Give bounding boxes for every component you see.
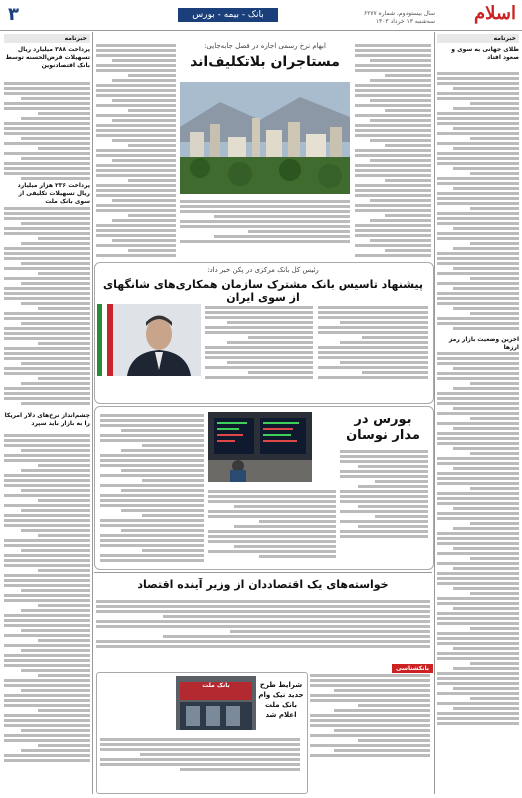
bottom-right-text bbox=[310, 672, 430, 759]
section-divider bbox=[94, 572, 432, 573]
stock-board-graphic bbox=[208, 412, 312, 482]
column-divider bbox=[92, 32, 93, 794]
city-photo-graphic bbox=[180, 82, 350, 194]
bank-sign-text: بانک ملت bbox=[202, 682, 230, 689]
stock-board-photo bbox=[208, 412, 312, 482]
left-text-block-2 bbox=[4, 205, 90, 407]
right-headline-2: آخرین وضعیت بازار رمز ارزها bbox=[448, 336, 519, 351]
bottom-story-text bbox=[96, 598, 430, 650]
bottom-story-headline: خواسته‌های یک اقتصاددان از وزیر آینده اقتصاد bbox=[137, 578, 389, 591]
official-portrait-photo bbox=[97, 304, 201, 376]
bourse-headline: بورس در مدار نوسان bbox=[346, 412, 420, 443]
left-text-block-3 bbox=[4, 432, 90, 764]
column-divider bbox=[434, 32, 435, 794]
top-story-text-under-photo bbox=[180, 198, 350, 245]
left-box-title: خبرنامه bbox=[4, 34, 90, 43]
bourse-text-1 bbox=[340, 448, 428, 540]
bourse-text-3 bbox=[208, 488, 336, 560]
ad-text bbox=[100, 736, 300, 773]
mid-story-text-2 bbox=[318, 304, 428, 381]
page-number: ۳ bbox=[8, 4, 19, 25]
mid-story-headline: پیشنهاد تاسیس بانک مشترک سازمان همکاری‌های شانگهای از سوی ایران bbox=[102, 278, 424, 304]
page-header bbox=[0, 0, 522, 31]
top-story-kicker: ابهام نرخ رسمی اجاره در فصل جابه‌جایی: bbox=[204, 42, 326, 50]
ad-headline: شرایط طرح جدید نیک وام بانک ملت اعلام شد bbox=[258, 681, 304, 719]
right-text-block-1 bbox=[437, 70, 519, 332]
right-news-column bbox=[437, 34, 519, 65]
issue-number: سال بیستودوم، شماره ۶۲۷۷ bbox=[363, 10, 435, 17]
right-headline-1: طلای جهانی به سوی و صعود افتاد bbox=[451, 46, 519, 61]
city-skyline-photo bbox=[180, 82, 350, 194]
left-headline-3: چشم‌انداز نرخ‌های دلار آمریکا را به بازار باید سپرد bbox=[4, 412, 90, 427]
issue-date: سه‌شنبه ۱۳ خرداد ۱۴۰۳ bbox=[375, 18, 435, 25]
top-story-text-left bbox=[96, 42, 176, 259]
mid-story-text-1 bbox=[205, 304, 313, 381]
ad-tag: بانکشناسی bbox=[392, 664, 433, 673]
portrait-graphic bbox=[97, 304, 201, 376]
left-text-block-1 bbox=[4, 80, 90, 182]
bourse-text-2 bbox=[100, 412, 204, 564]
top-story-text-right bbox=[355, 42, 431, 259]
mid-story-kicker: رئیس کل بانک مرکزی در پکن خبر داد: bbox=[207, 266, 319, 274]
right-box-title: خبرنامه bbox=[437, 34, 519, 43]
top-story-headline: مستاجران بلاتکلیف‌اند bbox=[190, 54, 340, 70]
section-title: بانک - بیمه - بورس bbox=[178, 8, 278, 22]
left-headline-2: پرداخت ۲۳۶ هزار میلیارد ریال تسهیلات تکلیفی از سوی بانک ملت bbox=[17, 182, 90, 205]
issue-meta bbox=[285, 10, 435, 26]
newspaper-logo: اسلام bbox=[474, 3, 516, 24]
right-text-block-2 bbox=[437, 350, 519, 727]
left-headline-1: پرداخت ۳۸۸ میلیارد ریال تسهیلات قرض‌الحسنه توسط بانک اقتصادنوین bbox=[5, 46, 90, 69]
